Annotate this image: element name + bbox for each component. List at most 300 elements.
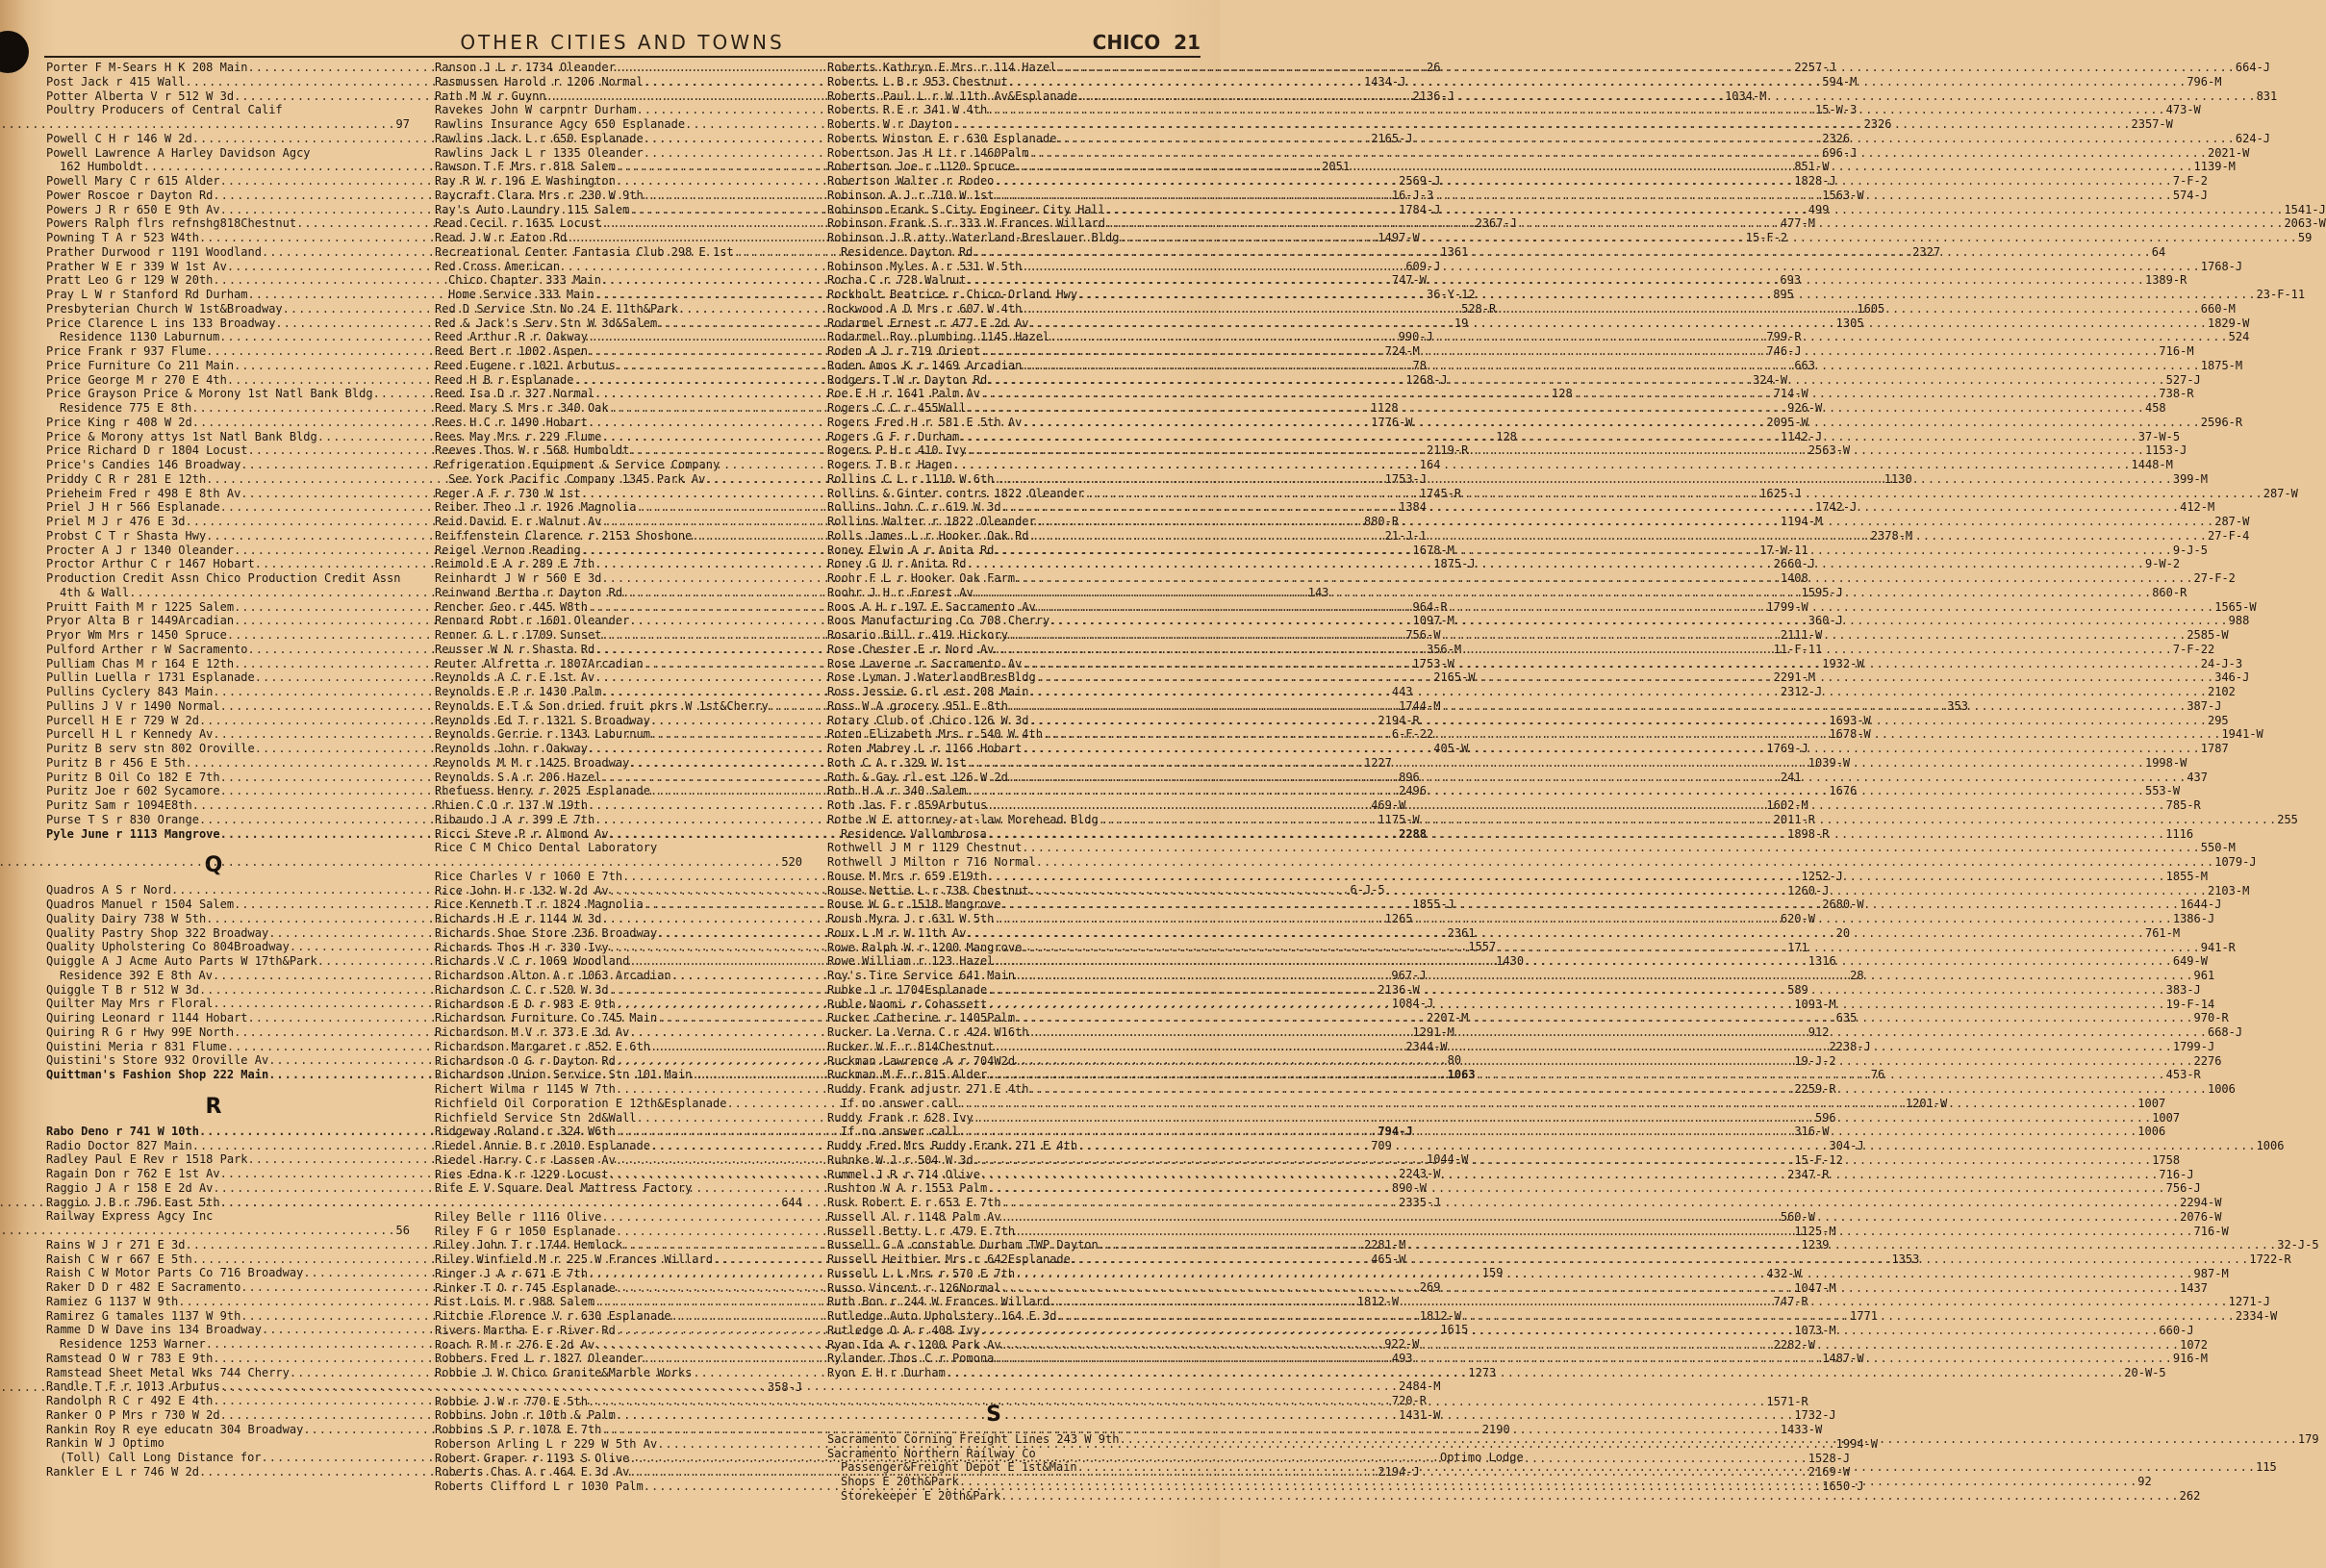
listing-name: Pulliam Chas M r 164 E 12th [46, 656, 235, 670]
listing-phone: 2165-J [1371, 131, 1413, 145]
dot-leader [1049, 1295, 2228, 1309]
listing-name: Roush Myra J r 631 W 5th [827, 912, 995, 925]
listing-phone: 1776-W [1371, 415, 1413, 429]
listing-name: Roohr J H r Forest Av [827, 585, 973, 599]
listing-name: Roden Amos K r 1469 Arcadian [827, 358, 1023, 372]
section-letter-r: R [205, 1094, 222, 1119]
listing-name: Roth H A r 340 Salem [827, 784, 967, 798]
listing-phone: 59 [2297, 231, 2313, 244]
listing-name: Randle T F r 1013 Arbutus [46, 1379, 220, 1394]
listing-name: Puritz B serv stn 802 Oroville [46, 742, 255, 755]
listing-name: Riley Belle r 1116 Olive [435, 1209, 602, 1224]
dot-leader [1036, 855, 2214, 870]
listing-phone: 493 [1391, 1351, 1413, 1365]
binder-hole [0, 31, 29, 73]
listing-phone: 19-J-2 [1794, 1053, 1836, 1068]
listing-phone: 2294-W [2180, 1196, 2222, 1209]
listing-phone: 1386-J [2172, 912, 2215, 925]
listing-phone: 1497-W [1378, 231, 1420, 244]
listing-phone: 20 [1835, 925, 1851, 940]
listing-name: Ruble Naomi r Cohassett [827, 997, 988, 1011]
listing-name: Roberts Paul L r W 11th Av&Esplanade [827, 89, 1078, 103]
dot-leader [1001, 1196, 2180, 1210]
listing-phone: 23-F-11 [2256, 288, 2306, 301]
listing-name: Chico Chapter 333 Main [448, 273, 601, 288]
listing-phone: 1084-J [1391, 997, 1434, 1011]
listing-phone: 1389-R [2144, 273, 2187, 288]
listing-phone: 2335-J [1399, 1195, 1441, 1209]
dot-leader [987, 103, 2165, 117]
listing-phone: 1007 [2137, 1096, 2166, 1110]
listing-name: Post Jack r 415 Wall [46, 74, 186, 89]
dot-leader [967, 401, 2145, 416]
dot-leader [1105, 216, 2284, 231]
dot-leader [1008, 771, 2187, 785]
listing-name: Ruddy Frank r 628 Ivy [827, 1110, 973, 1125]
listing-name: Ramiez G 1137 W 9th [46, 1294, 179, 1308]
listing-phone: 916-M [2172, 1352, 2208, 1366]
listing-entry [435, 260, 802, 274]
listing-name: Puritz B Oil Co 182 E 7th [46, 770, 220, 784]
dot-leader [967, 557, 2145, 571]
listing-phone: 21-J-1 [1384, 528, 1427, 543]
listing-phone: 2569-J [1399, 174, 1441, 188]
listing-name: Ruckman Lawrence A r 704W2d [827, 1053, 1016, 1068]
listing-name: Sacramento Northern Railway Co [827, 1446, 1036, 1460]
listing-phone: 1291-M [1412, 1024, 1454, 1039]
listing-phone: 1898-R [1787, 826, 1830, 841]
listing-name: Riley John T r 1744 Hemlock [435, 1238, 623, 1252]
listing-phone: 2327 [1912, 244, 1941, 259]
listing-entry [827, 841, 2236, 855]
listing-phone: 2585-W [2187, 628, 2229, 642]
listing-name: Pullin Luella r 1731 Esplanade [46, 670, 255, 685]
listing-phone: 1758 [2152, 1152, 2181, 1167]
listing-phone: 964-R [1412, 599, 1448, 614]
dot-leader [994, 1352, 2172, 1366]
listing-name: Prather W E r 339 W 1st Av [46, 259, 227, 273]
listing-name: Rockwood A D Mrs r 607 W 4th [827, 301, 1023, 316]
listing-phone: 714-W [1773, 387, 1808, 401]
listing-name: Reynolds S A r 206 Hazel [435, 770, 602, 784]
dot-leader [1029, 529, 2208, 544]
page-number: 21 [1174, 31, 1201, 54]
listing-phone: 574-J [2172, 188, 2208, 202]
listing-name: Rose Laverne r Sacramento Av [827, 656, 1023, 670]
listing-phone: 458 [2144, 401, 2166, 415]
listing-name: Power Roscoe r Dayton Rd [46, 188, 214, 202]
page-city-and-number [1093, 31, 1201, 54]
listing-phone: 663 [1794, 358, 1815, 372]
listing-name: Reed Arthur R r Oakway [435, 330, 588, 344]
listing-phone: 287-W [2263, 486, 2298, 500]
dot-leader [994, 954, 2172, 969]
listing-name: Russell Heithier Mrs r 642Esplanade [827, 1252, 1071, 1266]
listing-phone: 316-W [1794, 1125, 1830, 1139]
listing-name: Rencher Geo r 445 W8th [435, 599, 588, 614]
listing-phone: 2680-W [1822, 898, 1864, 912]
listing-name: Rice C M Chico Dental Laboratory [435, 841, 658, 855]
listing-phone: 2334-W [2235, 1309, 2278, 1323]
dot-leader [967, 756, 2145, 771]
dot-leader [1119, 1432, 2297, 1447]
listing-name: Rubke J r 1704Esplanade [827, 982, 988, 997]
listing-name: Richards V C r 1069 Woodland [435, 954, 630, 969]
listing-name: Rees H C r 1490 Hobart [435, 415, 588, 429]
listing-name: Russell L L Mrs r 570 E 7th [827, 1266, 1016, 1280]
listing-phone: 1812-W [1356, 1294, 1400, 1308]
listing-name: Quistini Meria r 831 Flume [46, 1039, 227, 1053]
listing-name: Rogers T B r Hagen [827, 458, 953, 471]
listing-name: Home Service 333 Main [448, 288, 594, 301]
listing-phone: 1745-R [1419, 486, 1462, 500]
listing-name: Richardson O G r Dayton Rd [435, 1053, 616, 1068]
listing-name: Roberts Chas A r 464 E 3d Av [435, 1465, 630, 1479]
listing-phone: 171 [1787, 940, 1808, 954]
listing-name: Poultry Producers of Central Calif [46, 103, 283, 117]
listing-name: Ryan Ida A r 1200 Park Av [827, 1337, 1001, 1352]
listing-name: Roth Jas F r 859Arbutus [827, 798, 988, 812]
dot-leader [1022, 657, 2200, 671]
listing-phone: 473-W [2165, 103, 2201, 117]
listing-name: Rennard Robt r 1601 Oleander [435, 614, 630, 628]
listing-phone: 553-W [2144, 784, 2181, 798]
listing-phone: 756-J [2165, 1181, 2201, 1196]
listing-phone: 738-R [2159, 387, 2194, 401]
listing-name: Rollins C L r 1110 W 6th [827, 471, 995, 486]
listing-phone: 1097-M [1412, 614, 1454, 628]
section-letter-s: S [986, 1402, 1001, 1427]
listing-name: Ravekes John W carpntr Durham [435, 103, 637, 117]
listing-name: Robinson Frank S City Engineer City Hall [827, 202, 1105, 216]
listing-phone: 1771 [1850, 1309, 1879, 1323]
listing-phone: 2136-W [1378, 982, 1420, 997]
listing-phone: 2281-M [1363, 1237, 1406, 1252]
listing-phone: 2111-W [1780, 628, 1823, 642]
listing-phone: 609-J [1405, 259, 1441, 273]
listing-name: Raish C W r 667 E 5th [46, 1252, 192, 1266]
listing-entry [46, 117, 410, 132]
listing-phone: 387-J [2187, 698, 2222, 713]
listing-name: Robbie J W Chico Granite&Marble Works [435, 1366, 693, 1379]
listing-name: Roney G U r Anita Rd [827, 557, 967, 571]
dot-leader [1008, 75, 2187, 89]
dot-leader [987, 798, 2165, 813]
listing-phone: 27-F-4 [2207, 528, 2250, 543]
dot-leader [1077, 288, 2256, 302]
listing-phone: 926-W [1787, 401, 1823, 415]
listing-phone: 1044-W [1426, 1152, 1469, 1167]
listing-phone: 1047-M [1794, 1280, 1836, 1295]
listing-entry [435, 841, 802, 855]
listing-name: Powell Mary C r 615 Alder [46, 174, 220, 188]
listing-phone: 1039-W [1808, 755, 1851, 770]
listing-name: Reid David E r Walnut Av [435, 515, 602, 528]
listing-phone: 1799-J [2172, 1039, 2215, 1053]
listing-phone: 1487-W [1822, 1352, 1864, 1366]
listing-name: Roe E H r 1641 Palm Av [827, 387, 980, 401]
listing-name: Rouse M Mrs r 659 E19th [827, 869, 988, 883]
dot-leader [1029, 1025, 2208, 1040]
dot-leader [1056, 132, 2235, 146]
dot-leader [1049, 330, 2228, 344]
listing-name: Read J W r Eaton Rd [435, 231, 568, 244]
dot-leader [1077, 1460, 2256, 1475]
listing-phone: 80 [1447, 1053, 1462, 1068]
listing-phone: 1678-M [1412, 543, 1454, 557]
listing-phone: 1006 [2207, 1082, 2236, 1096]
listing-name: Roos Manufacturing Co 708 Cherry [827, 614, 1050, 628]
listing-name: Roth & Gay rl est 126 W 2d [827, 770, 1008, 784]
listing-name: Rusk Robert E r 653 E 7th [827, 1196, 1001, 1209]
listing-name: Robertson Jas H Lt r 1460Palm [827, 145, 1029, 160]
dot-leader [1015, 160, 2193, 174]
listing-name: Rath M W r Guynn [435, 89, 546, 103]
dot-leader [994, 544, 2172, 558]
listing-name: Reynolds John r Oakway [435, 742, 588, 755]
listing-name: Reed Bert r 1002 Aspen [435, 344, 588, 358]
listing-phone: 1678-W [1829, 727, 1871, 742]
dot-leader [994, 174, 2172, 189]
listing-name: Richert Wilma r 1145 W 7th [435, 1082, 616, 1096]
listing-name: Rankin W J Optimo [46, 1436, 164, 1451]
listing-phone: 1732-J [1794, 1408, 1836, 1423]
listing-phone: 644 [781, 1196, 802, 1209]
listing-name: Riedel Annie B r 2010 Esplanade [435, 1139, 650, 1152]
listing-phone: 1753-W [1412, 656, 1454, 670]
listing-phone: 895 [1773, 288, 1794, 301]
listing-phone: 1268-J [1405, 372, 1448, 387]
listing-name: Ross Jessie G rl est 208 Main [827, 685, 1029, 698]
listing-phone: 1142-J [1780, 429, 1823, 443]
listing-name: Rose Chester E r Nord Av [827, 642, 995, 656]
listing-name: Quiring R G r Hwy 99E North [46, 1024, 235, 1039]
listing-phone: 2051 [1322, 160, 1351, 174]
listing-name: Residence Dayton Rd [841, 244, 973, 259]
listing-entry [46, 1209, 410, 1224]
dot-leader [1036, 670, 2214, 685]
dot-leader [959, 1125, 2137, 1139]
listing-phone: 164 [1419, 458, 1441, 471]
listing-phone: 9-W-2 [2144, 557, 2181, 571]
listing-name: Reynolds A C r E 1st Av [435, 670, 595, 685]
listing-phone: 550-M [2200, 841, 2236, 855]
listing-phone: 78 [1412, 358, 1427, 372]
listing-name: Refrigeration Equipment & Service Company [435, 458, 721, 471]
listing-phone: 961 [2193, 969, 2215, 982]
listing-name: Ryon E H r Durham [827, 1366, 946, 1379]
listing-name: Powning T A r 523 W4th [46, 231, 199, 244]
listing-name: Rogers C C r 455Wall [827, 401, 967, 415]
listing-name: Sacramento Corning Freight Lines 243 W 9th [827, 1431, 1120, 1446]
listing-name: Rutledge O A r 408 Ivy [827, 1323, 980, 1337]
listing-name: Randolph R C r 492 E 4th [46, 1394, 214, 1407]
listing-name: Rasmussen Harold r 1206 Normal [435, 74, 644, 89]
dot-leader [952, 458, 2131, 472]
listing-name: Radley Paul E Rev r 1518 Park [46, 1152, 248, 1167]
listing-name: Rivers Martha E r River Rd [435, 1323, 616, 1337]
listing-phone: 709 [1371, 1138, 1392, 1152]
listing-name: Renner G L r 1709 Sunset [435, 628, 602, 642]
listing-name: Ramstead O W r 783 E 9th [46, 1351, 214, 1365]
listing-name: Ross W A grocery 951 E 8th [827, 698, 1008, 713]
listing-entry [435, 1181, 802, 1196]
listing-phone: 356-M [1426, 642, 1462, 656]
listing-name: 4th & Wall [60, 585, 130, 599]
dot-leader [980, 387, 2159, 401]
dot-leader [0, 117, 396, 132]
listing-phone: 1615 [1440, 1323, 1469, 1337]
listing-name: Shops E 20th&Park [841, 1475, 959, 1488]
dot-leader [1022, 260, 2200, 274]
listing-phone: 1605 [1857, 301, 1885, 316]
listing-name: Price's Candies 146 Broadway [46, 458, 241, 471]
listing-phone: 2095-W [1766, 415, 1808, 429]
listing-name: Rockholt Beatrice r Chico-Orland Hwy [827, 288, 1078, 301]
listing-name: Price Furniture Co 211 Main [46, 358, 235, 372]
listing-phone: 2347-R [1787, 1167, 1830, 1181]
listing-name: Rothwell J Milton r 716 Normal [827, 855, 1036, 869]
listing-phone: 360-J [1808, 614, 1843, 628]
listing-phone: 1875-M [2200, 358, 2243, 372]
listing-phone: 1430 [1496, 954, 1525, 968]
listing-phone: 2103-M [2207, 883, 2250, 898]
listing-entry [827, 1488, 2201, 1504]
listing-phone: 16-J-3 [1391, 188, 1434, 202]
listing-phone: 1079-J [2214, 855, 2257, 869]
listing-phone: 2326 [1822, 131, 1851, 145]
listing-phone: 1812-W [1419, 1308, 1462, 1323]
dot-leader [967, 443, 2145, 458]
listing-name: Ramme D W Dave ins 134 Broadway [46, 1323, 262, 1337]
listing-phone: 527-J [2165, 372, 2201, 387]
listing-phone: 747-R [1773, 1295, 1808, 1309]
listing-name: Price Richard D r 1804 Locust [46, 443, 248, 458]
listing-name: Residence 1253 Warner [60, 1337, 206, 1351]
dot-leader [973, 1153, 2152, 1168]
listing-entry [827, 855, 2257, 870]
listing-name: Rife E V Square Deal Mattress Factory [435, 1181, 693, 1196]
listing-name: Prieheim Fred r 498 E 8th Av [46, 486, 241, 500]
listing-name: Rollins Walter r 1822 Oleander [827, 515, 1036, 528]
listing-name: Ruhnke W J r 504 W 3d [827, 1152, 973, 1167]
listing-name: Rothe W E attorney-at-law Morehead Bldg [827, 812, 1099, 826]
listing-name: Rankler E L r 746 W 2d [46, 1464, 199, 1479]
listing-name: Rodgers T W r Dayton Rd [827, 372, 988, 387]
listing-phone: 1006 [2137, 1125, 2166, 1139]
listing-name: Ragain Don r 762 E 1st Av [46, 1167, 220, 1180]
listing-name: 162 Humboldt [60, 160, 143, 174]
listing-name: Robbins S P r 1078 E 7th [435, 1423, 602, 1436]
dot-leader [1022, 841, 2200, 855]
listing-phone: 668-J [2207, 1025, 2243, 1039]
listing-name: Ries Edna K r 1229 Locust [435, 1167, 609, 1181]
listing-name: Rist Lois M r 988 Salem [435, 1295, 595, 1309]
listing-phone: 2361 [1447, 925, 1476, 940]
listing-phone: 1194-M [1780, 515, 1823, 528]
listing-phone: 2367-J [1475, 216, 1517, 231]
listing-phone: 1787 [2200, 742, 2229, 755]
listing-phone: 2484-M [1399, 1379, 1441, 1394]
listing-name: Rushton W A r 1553 Palm [827, 1181, 988, 1196]
dot-leader [1022, 302, 2200, 316]
dot-leader [1077, 89, 2256, 104]
listing-name: Rawlins Jack L r 1335 Oleander [435, 145, 644, 160]
listing-phone: 2063-W [2284, 216, 2326, 231]
listing-name: Residence 775 E 8th [60, 401, 192, 415]
listing-phone: 2660-J [1773, 557, 1815, 571]
listing-phone: 159 [1481, 1266, 1504, 1280]
city-name: CHICO [1092, 31, 1161, 54]
listing-name: Reiber Theo J r 1926 Magnolia [435, 500, 637, 515]
listing-name: Rouse W G r 1518 Mangrove [827, 898, 1001, 912]
listing-name: Rankin Roy R eye educatn 304 Broadway [46, 1422, 304, 1436]
dot-leader [973, 1111, 2152, 1125]
listing-name: Roden A J r 719 Orient [827, 344, 980, 358]
listing-name: Reiffenstein Clarence r 2153 Shoshone [435, 528, 693, 543]
listing-phone: 2011-R [1773, 812, 1815, 826]
dot-leader [987, 998, 2165, 1012]
listing-name: Reynolds Ed T r 1321 S Broadway [435, 713, 650, 727]
listing-phone: 19 [1454, 316, 1469, 330]
dot-leader [1015, 1011, 2193, 1025]
listing-phone: 2102 [2207, 685, 2236, 698]
listing-phone: 1644-J [2180, 898, 2222, 912]
listing-name: Reuter Alfretta r 1807Arcadian [435, 656, 644, 670]
listing-phone: 1265 [1384, 911, 1413, 925]
listing-name: Pulford Arther r W Sacramento [46, 642, 248, 656]
listing-name: Powell C H r 146 W 2d [46, 131, 192, 145]
listing-name: Rice Kenneth T r 1824 Magnolia [435, 898, 644, 912]
listing-phone: 1072 [2180, 1337, 2208, 1352]
listing-phone: 2291-M [1773, 670, 1815, 685]
dot-leader [1015, 1225, 2193, 1239]
dot-leader [967, 926, 2145, 941]
listing-name: (Toll) Call Long Distance for [60, 1451, 262, 1464]
listing-phone: 660-M [2200, 301, 2236, 316]
listing-phone: 620-W [1780, 912, 1815, 925]
listing-name: Quadros A S r Nord [46, 883, 172, 898]
listing-phone: 785-R [2165, 798, 2201, 812]
listing-phone: 76 [1870, 1068, 1885, 1082]
listing-phone: 128 [1496, 429, 1517, 443]
listing-name: Railway Express Agcy Inc [46, 1209, 214, 1224]
listing-phone: 32-J-5 [2277, 1238, 2319, 1252]
listing-phone: 269 [1419, 1280, 1441, 1294]
listing-name: Robbers Fred L r 1827 Oleander [435, 1352, 644, 1366]
listing-name: Pyle June r 1113 Mangrove [46, 826, 220, 841]
listing-phone: 1528-J [1808, 1451, 1851, 1465]
listing-phone: 19-F-14 [2165, 997, 2215, 1011]
listing-phone: 1227 [1363, 755, 1392, 770]
listing-phone: 36-Y-12 [1426, 288, 1476, 301]
listing-name: Ritchie Florence V r 630 Esplanade [435, 1309, 671, 1323]
listing-phone: 1408 [1780, 571, 1808, 585]
listing-phone: 1941-W [2221, 727, 2263, 742]
listing-phone: 1571-R [1766, 1394, 1808, 1408]
listing-phone: 9-J-5 [2172, 543, 2208, 557]
listing-name: Rucker La Verna C r 424 W16th [827, 1025, 1029, 1039]
dot-leader [616, 1408, 1794, 1423]
listing-name: Richardson Margaret r 852 E 6th [435, 1039, 650, 1053]
listing-name: Rice Charles V r 1060 E 7th [435, 869, 623, 883]
listing-phone: 324-W [1752, 372, 1788, 387]
listing-name: Pruitt Faith M r 1225 Salem [46, 599, 235, 614]
listing-phone: 1784-J [1399, 202, 1441, 216]
listing-phone: 1006 [2256, 1139, 2285, 1152]
listing-name: Pullins Cyclery 843 Main [46, 685, 214, 698]
listing-name: Reynolds Gerrie r 1343 Laburnum [435, 727, 650, 742]
